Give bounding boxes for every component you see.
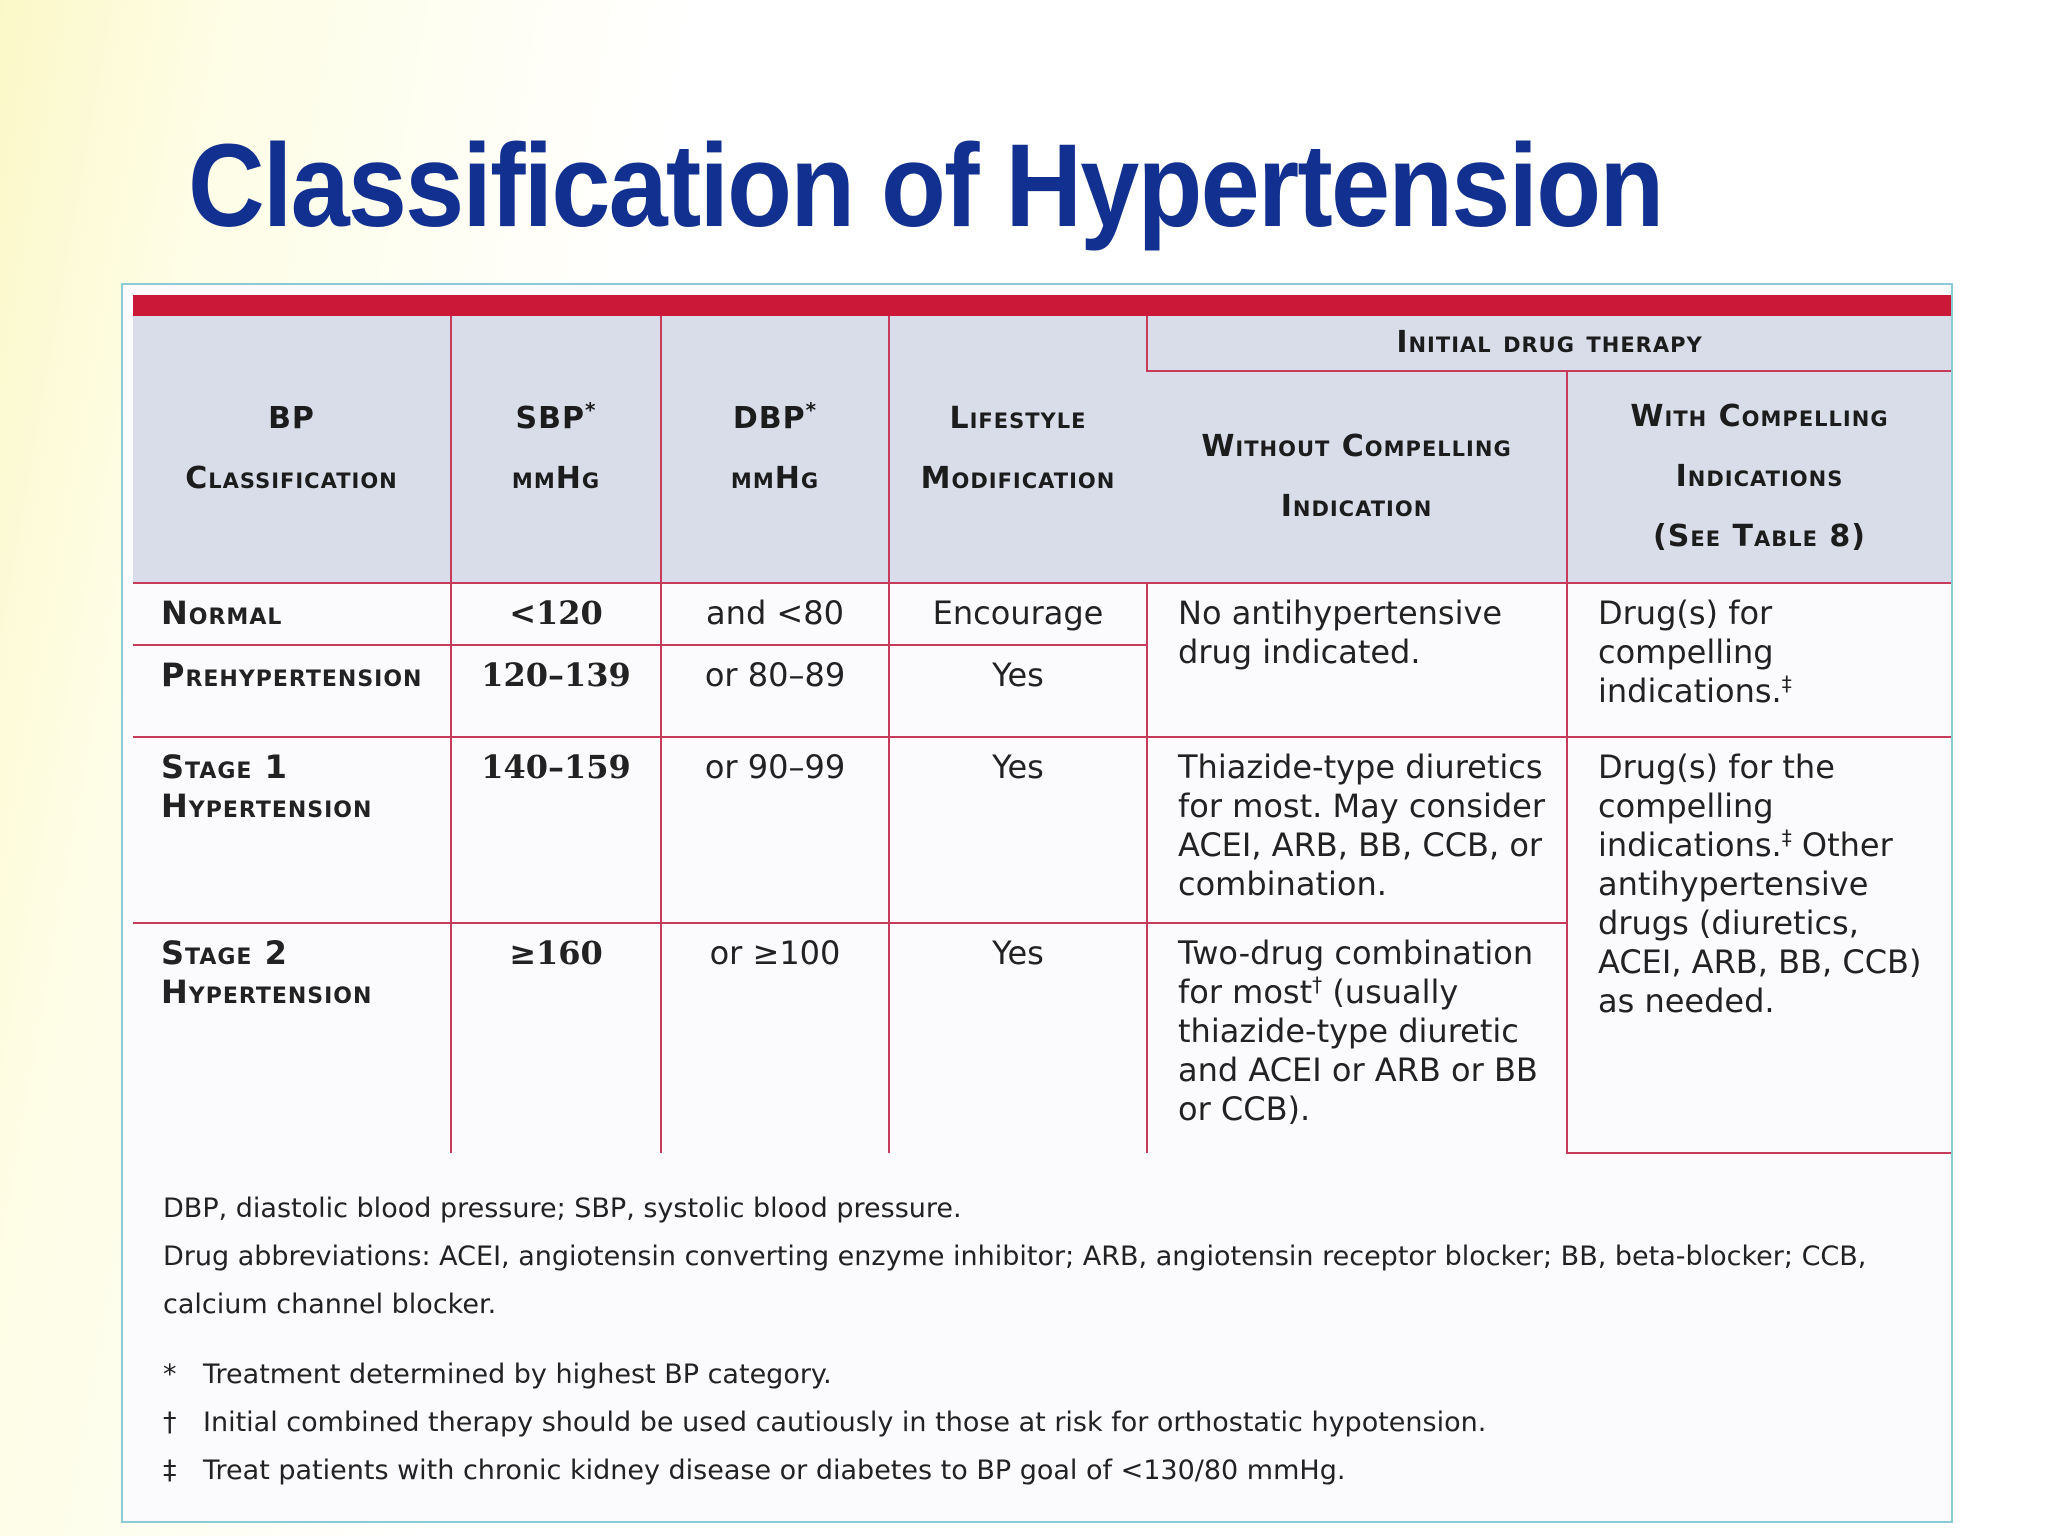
row-sbp: <120 [451, 583, 661, 645]
footnote-mark: † [163, 1407, 177, 1438]
footnote-text: Treat patients with chronic kidney disease or diabetes to BP goal of <130/80 mmHg. [203, 1455, 1346, 1486]
header-without-compelling-indication: Without Compelling Indication [1147, 371, 1567, 583]
footnote [163, 1399, 1943, 1447]
row-dbp: or 80–89 [661, 645, 889, 737]
footnote-text: Treatment determined by highest BP category. [203, 1359, 832, 1390]
row-lifestyle: Encourage [889, 583, 1147, 645]
footnote-mark: ‡ [163, 1455, 177, 1486]
row-classification: Normal [133, 583, 451, 645]
table-notes [163, 1185, 1943, 1495]
row-classification: Stage 1 Hypertension [133, 737, 451, 923]
header-accent-bar [133, 295, 1951, 316]
with-compelling-normal-prehypertension: Drug(s) for compelling indications.‡ [1567, 583, 1951, 737]
footnote-mark: * [163, 1359, 177, 1390]
row-sbp: 120–139 [451, 645, 661, 737]
row-sbp: ≥160 [451, 923, 661, 1153]
header-dbp: DBP* mmHg [661, 316, 889, 583]
row-dbp: and <80 [661, 583, 889, 645]
row-lifestyle: Yes [889, 645, 1147, 737]
without-compelling-normal-prehypertension: No antihypertensive drug indicated. [1147, 583, 1567, 737]
with-compelling-stage1-stage2: Drug(s) for the compelling indications.‡ Other antihypertensive drugs (diuretics, ACEI, ARB, BB, CCB) as needed. [1567, 737, 1951, 1153]
footnote-text: Initial combined therapy should be used cautiously in those at risk for orthostatic hypotension. [203, 1407, 1487, 1438]
header-initial-drug-therapy: Initial drug therapy [1147, 316, 1951, 371]
footnote [163, 1447, 1943, 1495]
abbreviations-note: Drug abbreviations: ACEI, angiotensin converting enzyme inhibitor; ARB, angiotensin receptor blocker; BB, beta-blocker; CCB, calcium channel blocker. [163, 1241, 1867, 1320]
row-lifestyle: Yes [889, 737, 1147, 923]
row-classification: Stage 2 Hypertension [161, 934, 373, 1011]
table-row [133, 737, 1951, 923]
row-dbp: or ≥100 [661, 923, 889, 1153]
row-sbp: 140–159 [451, 737, 661, 923]
table-row [133, 583, 1951, 645]
row-classification: Prehypertension [133, 645, 451, 737]
row-dbp: or 90–99 [661, 737, 889, 923]
header-bp-classification: BP Classification [133, 316, 451, 583]
hypertension-classification-table [133, 316, 1951, 1154]
header-sbp: SBP* mmHg [451, 316, 661, 583]
without-compelling-stage2: Two-drug combination for most† (usually thiazide-type diuretic and ACEI or ARB or BB or CCB). [1147, 923, 1567, 1153]
footnote [163, 1351, 1943, 1399]
header-with-compelling-indications: With Compelling Indications (See Table 8) [1567, 371, 1951, 583]
row-lifestyle: Yes [889, 923, 1147, 1153]
definitions-note: DBP, diastolic blood pressure; SBP, systolic blood pressure. [163, 1193, 962, 1224]
without-compelling-stage1: Thiazide-type diuretics for most. May consider ACEI, ARB, BB, CCB, or combination. [1147, 737, 1567, 923]
table-panel [121, 283, 1953, 1523]
header-lifestyle-modification: Lifestyle Modification [889, 316, 1147, 583]
slide-title: Classification of Hypertension [188, 120, 1663, 252]
